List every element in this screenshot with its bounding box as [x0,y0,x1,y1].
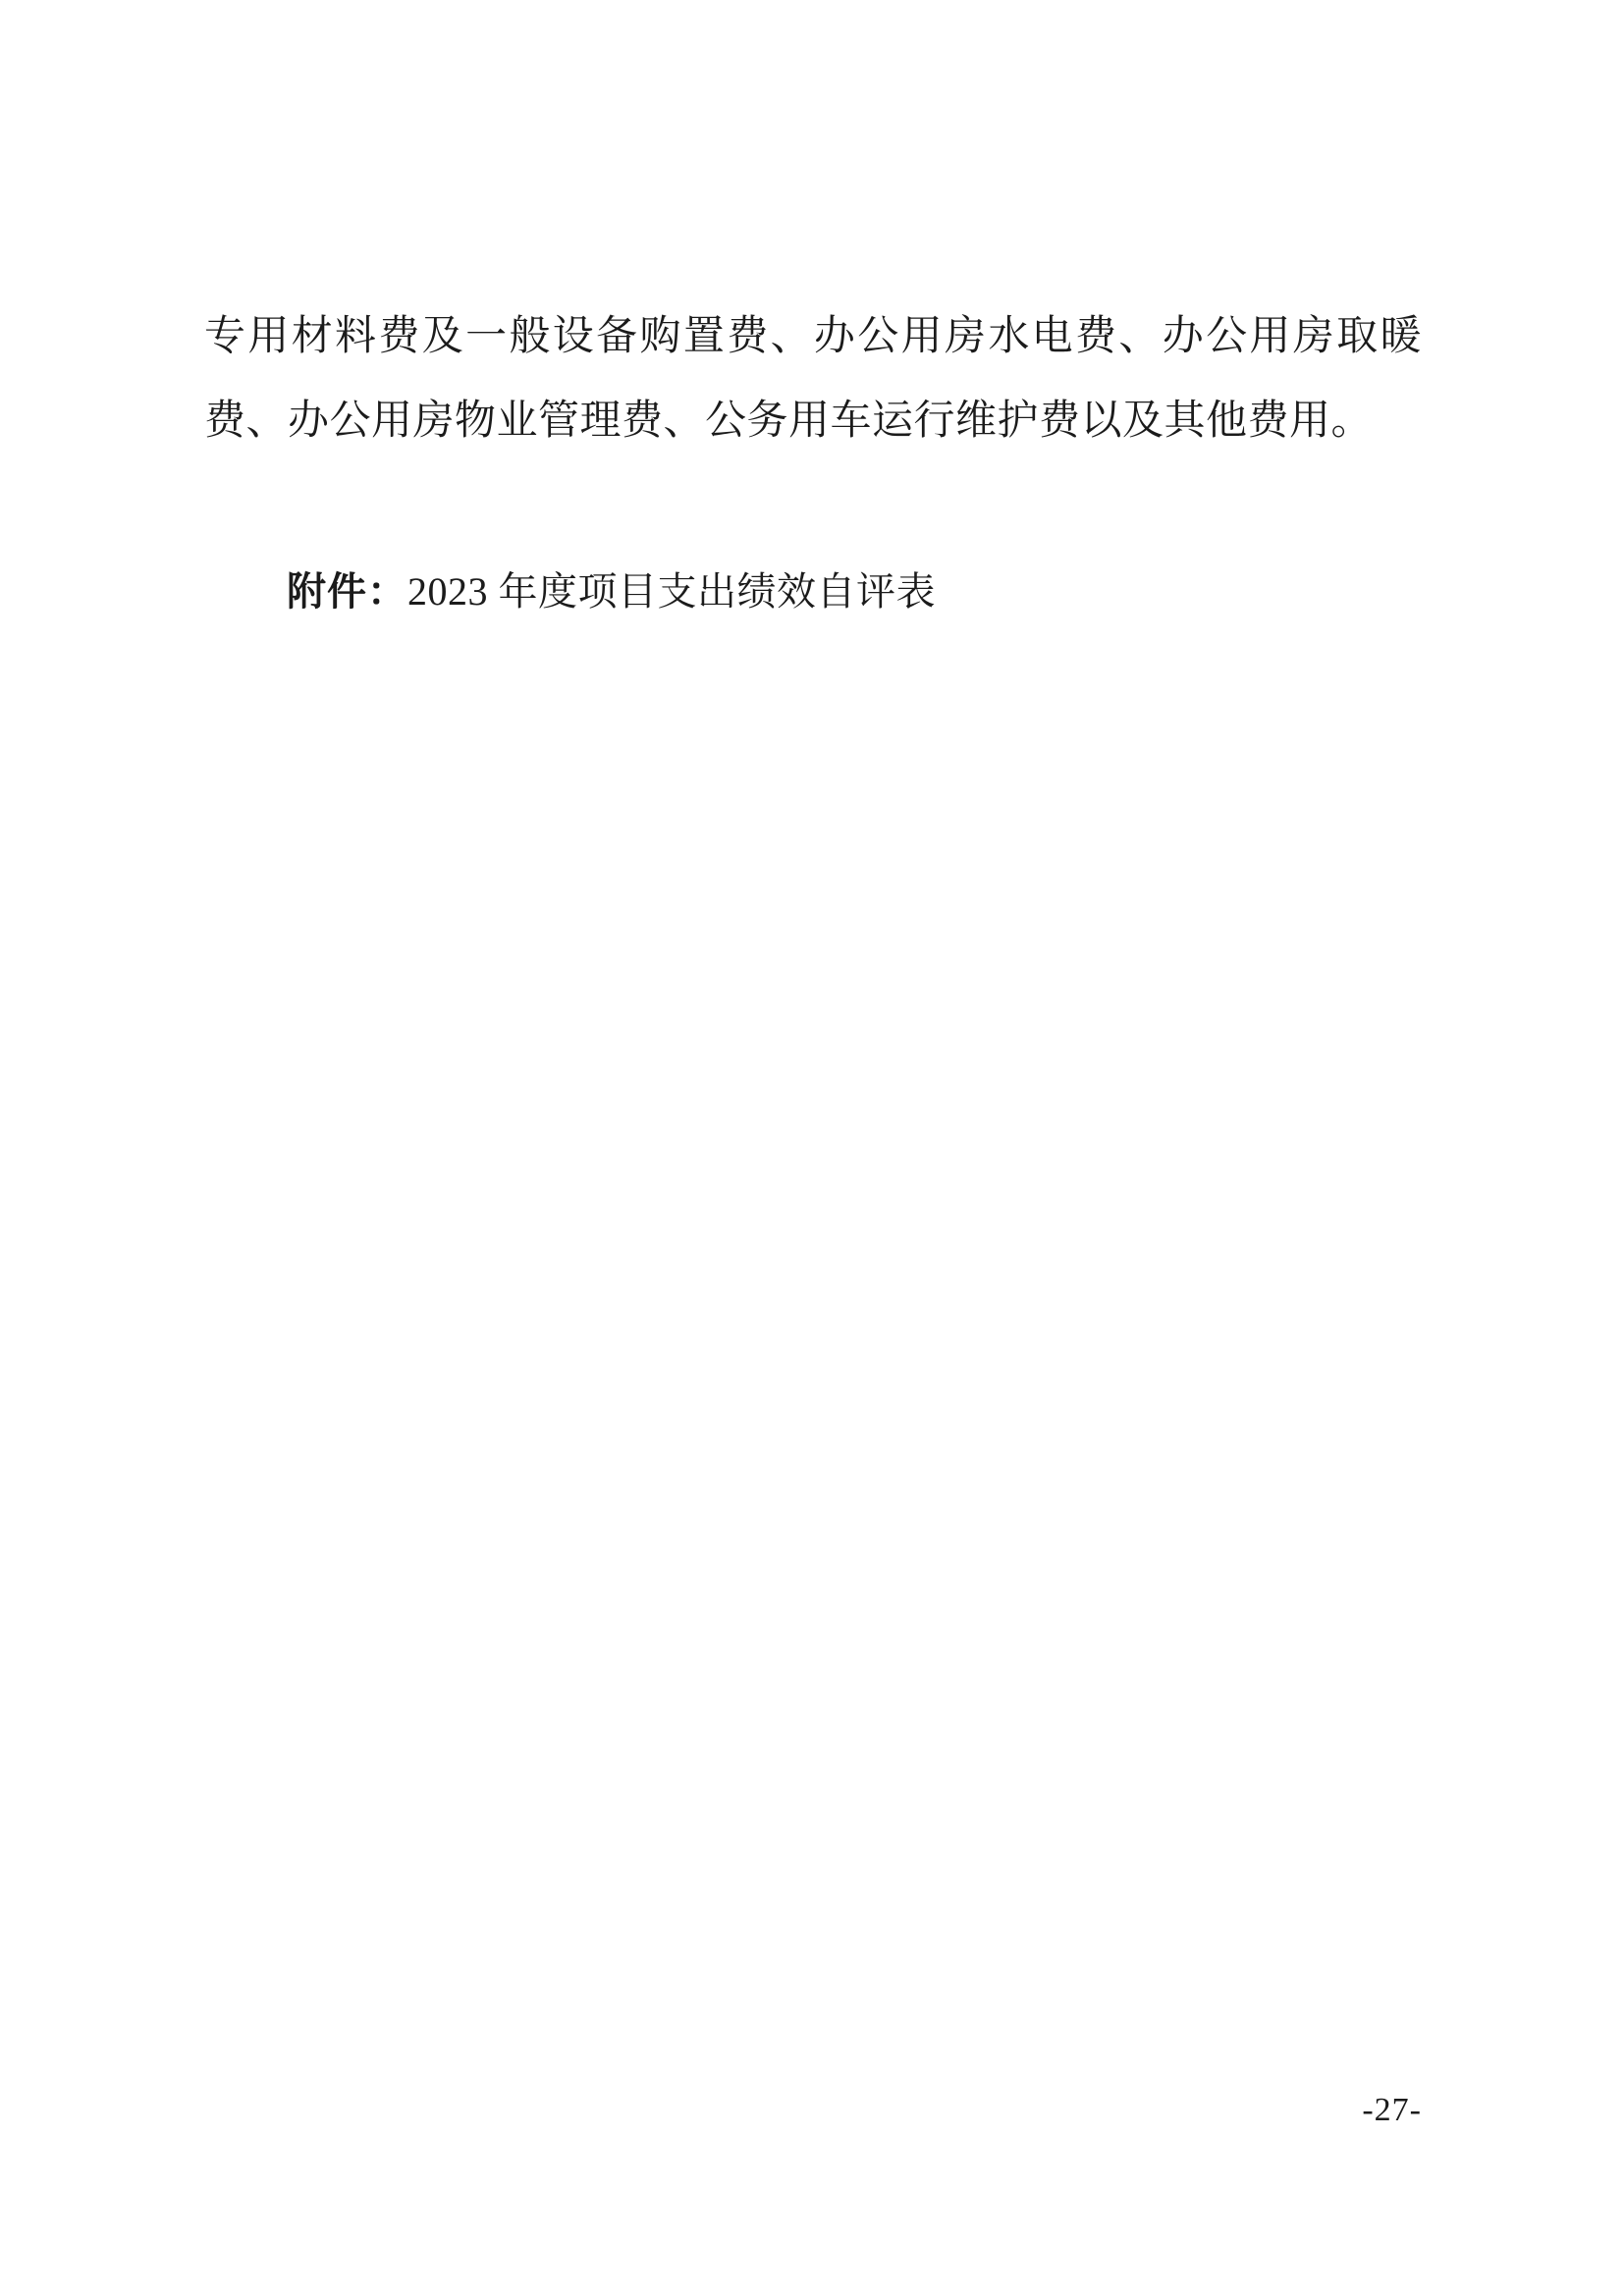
document-body [204,294,1422,626]
page-number: -27- [1362,2092,1422,2128]
body-paragraph: 专用材料费及一般设备购置费、办公用房水电费、办公用房取暖费、办公用房物业管理费、公务用车运行维护费以及其他费用。 [204,314,1422,444]
attachment-label: 附件： [287,569,407,614]
attachment-title: 2023 年度项目支出绩效自评表 [407,569,936,614]
attachment-line [204,558,1422,626]
